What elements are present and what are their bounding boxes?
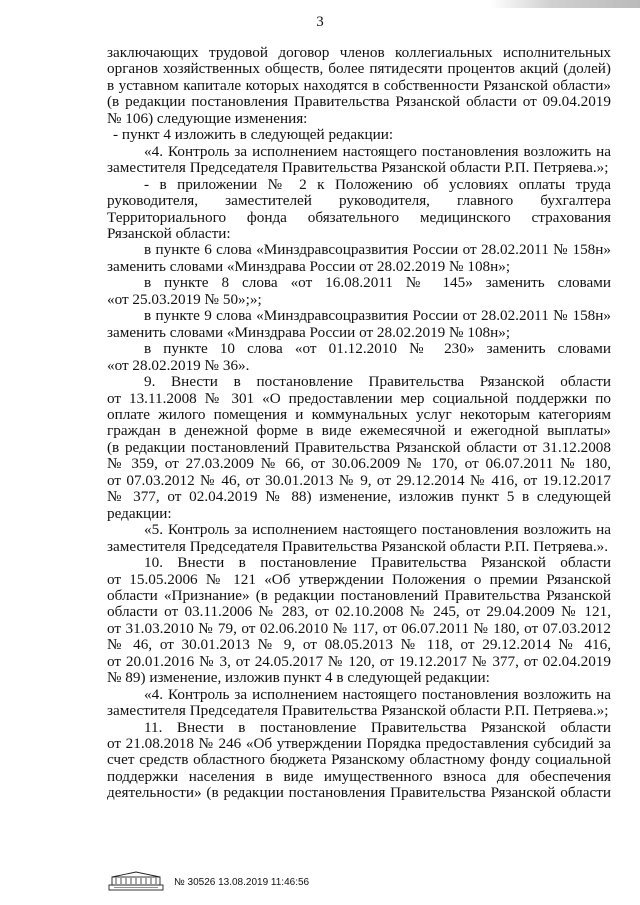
document-registration-stamp: № 30526 13.08.2019 11:46:56 [174, 877, 310, 888]
text-line: руководителя, заместителей руководителя, главного бухгалтера [107, 192, 611, 210]
text-line: Рязанской области: [107, 224, 231, 242]
text-line: № 359, от 27.03.2009 № 66, от 30.06.2009 № 170, от 06.07.2011 № 180, [107, 455, 611, 473]
government-building-stamp-icon [108, 870, 164, 892]
text-line: от 07.03.2012 № 46, от 30.01.2013 № 9, от 29.12.2014 № 416, от 19.12.2017 [107, 471, 611, 489]
text-line: «5. Контроль за исполнением настоящего постановления возложить на [144, 521, 611, 539]
text-line: № 106) следующие изменения: [107, 109, 308, 127]
text-line: Территориального фонда обязательного медицинского страхования [107, 208, 611, 226]
scan-edge-mark [490, 0, 640, 8]
text-line: редакции: [107, 504, 172, 522]
text-line: (в редакции постановлений Правительства Рязанской области от 31.12.2008 [107, 438, 611, 456]
text-line: - пункт 4 изложить в следующей редакции: [113, 126, 394, 144]
text-line: счет средств областного бюджета Рязанскому областному фонду социальной [107, 751, 611, 769]
text-line: в уставном капитале которых находятся в собственности Рязанской области» [107, 76, 611, 94]
text-line: - в приложении № 2 к Положению об условиях оплаты труда [144, 175, 611, 193]
document-footer [108, 870, 408, 894]
text-line: области от 03.11.2006 № 283, от 02.10.2008 № 245, от 29.04.2009 № 121, [107, 603, 611, 621]
text-line: деятельности» (в редакции постановления Правительства Рязанской области [107, 784, 611, 802]
text-line: поддержки населения в виде имущественного взноса для обеспечения [107, 767, 611, 785]
text-line: граждан в денежной форме в виде ежемесячной и ежегодной выплаты» [107, 422, 611, 440]
text-line: 11. Внести в постановление Правительства Рязанской области [144, 718, 611, 736]
document-body [107, 45, 611, 802]
text-line: заместителя Председателя Правительства Рязанской области Р.П. Петряева.»; [107, 159, 609, 177]
text-line: от 21.08.2018 № 246 «Об утверждении Порядка предоставления субсидий за [107, 735, 611, 753]
text-line: от 31.03.2010 № 79, от 02.06.2010 № 117, от 06.07.2011 № 180, от 07.03.2012 [107, 619, 611, 637]
text-line: «от 28.02.2019 № 36». [107, 356, 250, 374]
text-line: (в редакции постановления Правительства Рязанской области от 09.04.2019 [107, 93, 611, 111]
page-number: 3 [316, 14, 324, 30]
text-line: № 89) изменение, изложив пункт 4 в следующей редакции: [107, 669, 490, 687]
text-line: в пункте 8 слова «от 16.08.2011 № 145» заменить словами [144, 274, 611, 292]
text-line: «4. Контроль за исполнением настоящего постановления возложить на [144, 142, 611, 160]
text-line: заместителя Председателя Правительства Рязанской области Р.П. Петряева.». [107, 537, 609, 555]
text-line: заменить словами «Минздрава России от 28.02.2019 № 108н»; [107, 257, 511, 275]
text-line: от 13.11.2008 № 301 «О предоставлении мер социальной поддержки по [107, 389, 611, 407]
text-line: в пункте 6 слова «Минздравсоцразвития России от 28.02.2011 № 158н» [144, 241, 611, 259]
text-line: № 46, от 30.01.2013 № 9, от 08.05.2013 № 118, от 29.12.2014 № 416, [107, 636, 611, 654]
text-line: заменить словами «Минздрава России от 28.02.2019 № 108н»; [107, 323, 511, 341]
text-line: заместителя Председателя Правительства Рязанской области Р.П. Петряева.»; [107, 702, 609, 720]
text-line: от 20.01.2016 № 3, от 24.05.2017 № 120, от 19.12.2017 № 377, от 02.04.2019 [107, 652, 611, 670]
text-line: 10. Внести в постановление Правительства Рязанской области [144, 554, 611, 572]
text-line: области «Признание» (в редакции постановлений Правительства Рязанской [107, 586, 611, 604]
text-line: № 377, от 02.04.2019 № 88) изменение, изложив пункт 5 в следующей [107, 488, 611, 506]
text-line: «4. Контроль за исполнением настоящего постановления возложить на [144, 685, 611, 703]
text-line: в пункте 9 слова «Минздравсоцразвития России от 28.02.2011 № 158н» [144, 307, 611, 325]
text-line: 9. Внести в постановление Правительства Рязанской области [144, 373, 611, 391]
text-line: органов хозяйственных обществ, более пятидесяти процентов акций (долей) [107, 60, 611, 78]
text-line: «от 25.03.2019 № 50»;»; [107, 290, 262, 308]
text-line: в пункте 10 слова «от 01.12.2010 № 230» заменить словами [144, 340, 611, 358]
text-line: оплате жилого помещения и коммунальных услуг некоторым категориям [107, 405, 611, 423]
text-line: от 15.05.2006 № 121 «Об утверждении Положения о премии Рязанской [107, 570, 611, 588]
text-line: заключающих трудовой договор членов коллегиальных исполнительных [107, 44, 611, 61]
